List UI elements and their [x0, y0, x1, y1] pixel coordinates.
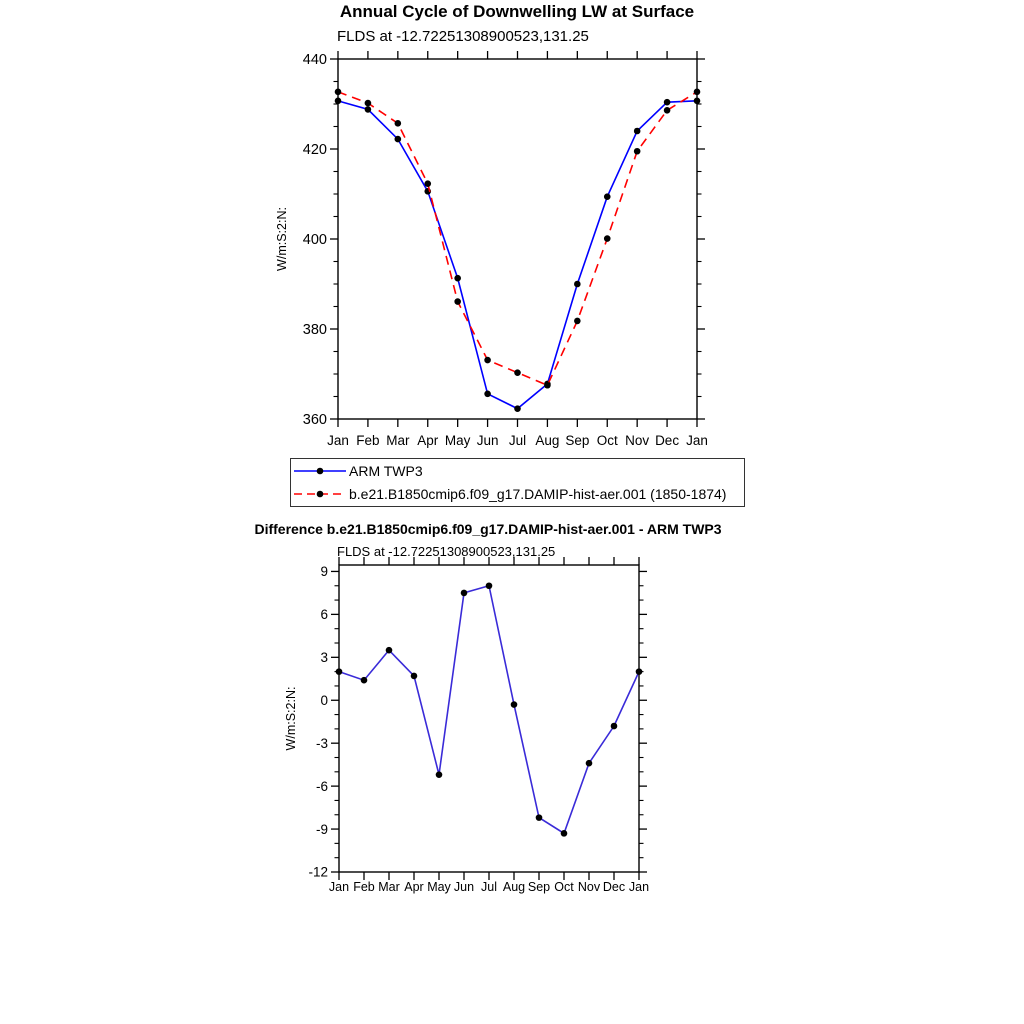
- top-chart-title: Annual Cycle of Downwelling LW at Surface: [339, 2, 695, 21]
- difference-chart-title: Difference b.e21.B1850cmip6.f09_g17.DAMIP-hist-aer.001 - ARM TWP3: [254, 521, 722, 537]
- annual-cycle-data-point: [454, 298, 461, 305]
- difference-y-tick-label: 9: [320, 564, 328, 580]
- difference-x-tick-label: Jan: [628, 880, 650, 894]
- annual-cycle-x-axis: [327, 51, 708, 448]
- annual-cycle-y-tick-label: 380: [302, 322, 327, 339]
- legend-item-arm-twp3: [293, 460, 744, 482]
- annual-cycle-x-tick-label: Nov: [625, 433, 650, 448]
- difference-x-tick-label: Oct: [554, 880, 574, 894]
- difference-plot: [284, 557, 649, 894]
- legend-dashed-line-marker-icon: [293, 486, 347, 502]
- annual-cycle-data-point: [664, 107, 671, 114]
- difference-x-tick-label: Mar: [378, 880, 400, 894]
- difference-x-tick-label: Aug: [502, 880, 526, 894]
- annual-cycle-y-axis-label: W/m:S:2:N:: [275, 207, 289, 271]
- annual-cycle-data-point: [484, 391, 491, 398]
- difference-y-tick-label: -6: [315, 778, 328, 794]
- annual-cycle-data-point: [365, 100, 372, 107]
- difference-chart-subtitle: FLDS at -12.72251308900523,131.25: [337, 544, 556, 559]
- annual-cycle-data-point: [694, 98, 701, 105]
- difference-data-point: [461, 590, 468, 597]
- annual-cycle-data-point: [335, 98, 342, 105]
- legend-solid-line-marker-icon: [293, 463, 347, 479]
- annual-cycle-x-tick-label: Sep: [565, 433, 590, 448]
- legend: [290, 458, 745, 507]
- legend-item-model: [293, 483, 744, 505]
- difference-x-tick-label: Jun: [453, 880, 475, 894]
- difference-data-point: [611, 723, 618, 730]
- annual-cycle-frame: [338, 59, 697, 419]
- annual-cycle-x-tick-label: Jul: [508, 433, 527, 448]
- difference-x-tick-label: Dec: [602, 880, 626, 894]
- annual-cycle-series-1: [335, 89, 701, 389]
- difference-y-tick-label: -3: [315, 735, 328, 751]
- annual-cycle-data-point: [604, 235, 611, 242]
- difference-y-tick-label: 3: [320, 650, 328, 666]
- difference-data-point: [586, 760, 593, 767]
- annual-cycle-x-tick-label: Jan: [327, 433, 349, 448]
- annual-cycle-data-point: [395, 120, 402, 127]
- difference-data-point: [561, 830, 568, 837]
- difference-x-tick-label: Nov: [577, 880, 601, 894]
- difference-y-tick-label: 6: [320, 607, 328, 623]
- difference-y-tick-label: -9: [315, 821, 328, 837]
- annual-cycle-data-point: [395, 136, 402, 143]
- difference-data-point: [386, 647, 393, 654]
- annual-cycle-x-tick-label: Aug: [535, 433, 560, 448]
- difference-y-axis: [308, 564, 647, 880]
- annual-cycle-data-point: [424, 180, 431, 187]
- annual-cycle-x-tick-label: Mar: [386, 433, 410, 448]
- difference-data-point: [361, 677, 368, 684]
- annual-cycle-data-point: [604, 193, 611, 200]
- difference-x-tick-label: May: [427, 880, 451, 894]
- difference-frame: [339, 565, 639, 872]
- annual-cycle-data-point: [335, 89, 342, 96]
- annual-cycle-x-tick-label: Feb: [356, 433, 380, 448]
- annual-cycle-y-tick-label: 360: [302, 412, 327, 429]
- difference-x-tick-label: Jul: [481, 880, 497, 894]
- difference-x-tick-label: Sep: [527, 880, 551, 894]
- difference-data-point: [411, 673, 418, 680]
- annual-cycle-data-point: [514, 369, 521, 376]
- difference-data-point: [486, 582, 493, 589]
- annual-cycle-data-point: [574, 318, 581, 325]
- difference-y-tick-label: 0: [320, 692, 328, 708]
- difference-data-point: [536, 814, 543, 821]
- annual-cycle-x-tick-label: May: [444, 433, 471, 448]
- annual-cycle-y-tick-label: 440: [302, 52, 327, 69]
- difference-y-axis-label: W/m:S:2:N:: [284, 686, 298, 751]
- difference-x-axis: [329, 557, 649, 894]
- annual-cycle-series-0: [335, 98, 701, 412]
- difference-x-tick-label: Apr: [404, 880, 424, 894]
- annual-cycle-data-point: [514, 405, 521, 412]
- annual-cycle-data-point: [664, 99, 671, 106]
- top-chart-subtitle: FLDS at -12.72251308900523,131.25: [337, 28, 589, 45]
- annual-cycle-y-tick-label: 420: [302, 142, 327, 159]
- difference-data-point: [436, 771, 443, 778]
- difference-data-point: [336, 668, 343, 675]
- annual-cycle-data-point: [574, 281, 581, 288]
- difference-data-point: [636, 668, 643, 675]
- difference-y-tick-label: -12: [308, 864, 328, 880]
- annual-cycle-plot: [275, 51, 708, 448]
- annual-cycle-data-point: [694, 89, 701, 96]
- legend-label-model: b.e21.B1850cmip6.f09_g17.DAMIP-hist-aer.001 (1850-1874): [349, 486, 727, 502]
- annual-cycle-x-tick-label: Oct: [596, 433, 618, 448]
- annual-cycle-x-tick-label: Jan: [686, 433, 708, 448]
- annual-cycle-x-tick-label: Jun: [476, 433, 499, 448]
- difference-x-tick-label: Jan: [328, 880, 350, 894]
- annual-cycle-x-tick-label: Dec: [655, 433, 680, 448]
- annual-cycle-data-point: [634, 148, 641, 155]
- annual-cycle-data-point: [454, 275, 461, 282]
- annual-cycle-data-point: [544, 382, 551, 389]
- difference-series-0: [336, 582, 643, 836]
- annual-cycle-x-tick-label: Apr: [417, 433, 439, 448]
- difference-data-point: [511, 701, 518, 708]
- annual-cycle-data-point: [634, 128, 641, 135]
- annual-cycle-data-point: [484, 357, 491, 364]
- annual-cycle-y-tick-label: 400: [302, 232, 327, 249]
- difference-x-tick-label: Feb: [353, 880, 375, 894]
- annual-cycle-data-point: [365, 106, 372, 113]
- legend-label-arm-twp3: ARM TWP3: [349, 463, 423, 479]
